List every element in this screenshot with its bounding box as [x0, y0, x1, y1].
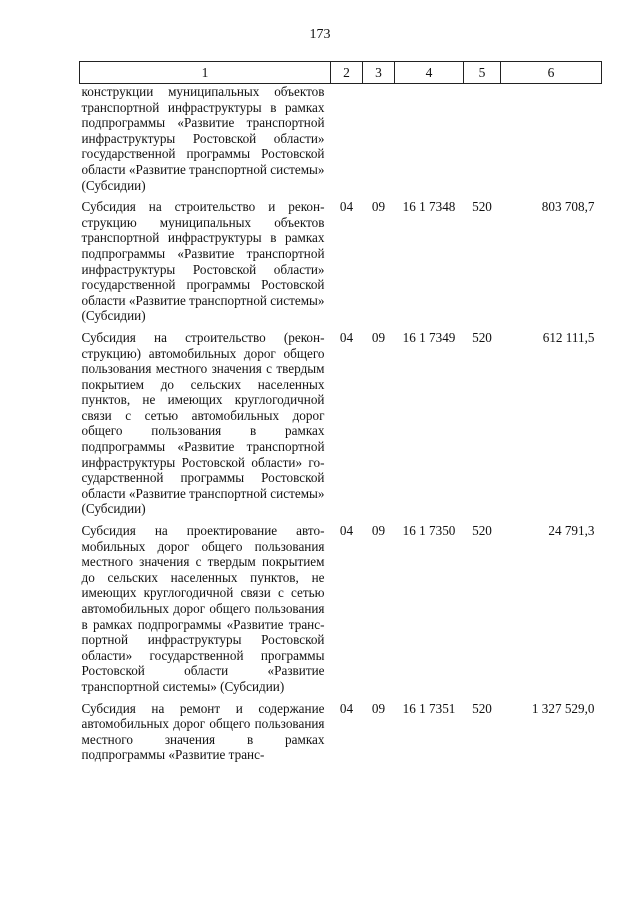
row-expense-type — [464, 84, 501, 194]
row-target-code — [395, 84, 464, 194]
row-subsection-code: 09 — [371, 199, 386, 215]
header-col-3: 3 — [363, 62, 395, 84]
row-expense-type: 520 — [472, 700, 492, 716]
row-description: Субсидия на ремонт и содержание автомобильных дорог общего пользования местного значения в рамках подпрограммы «Развитие транс- — [81, 700, 325, 763]
table-body — [80, 84, 602, 763]
row-subsection-code: 09 — [371, 700, 386, 716]
row-expense-type: 520 — [472, 523, 492, 539]
row-amount: 612 111,5 — [542, 329, 595, 345]
row-description: Субсидия на проектирование автомобильных дорог общего пользования местного значения с твердым покрытием до сельских населенных пунктов, не имеющих круглогодичной связи с сетью автомобильных дорог общего пользования в рамках подпрограммы «Развитие транспортной инфраструктуры Ростовской области» государственной программы Ростовской области «Развитие транспортной системы» (Субсидии) — [81, 523, 325, 694]
header-col-4: 4 — [395, 62, 464, 84]
row-target-code: 16 1 7350 — [402, 523, 456, 539]
row-target-code: 16 1 7348 — [402, 199, 456, 215]
row-amount — [501, 84, 602, 194]
row-expense-type: 520 — [472, 329, 492, 345]
row-amount: 24 791,3 — [548, 523, 595, 539]
table-row — [80, 517, 602, 695]
row-section-code: 04 — [339, 199, 354, 215]
budget-table — [79, 61, 602, 763]
header-col-2: 2 — [331, 62, 363, 84]
row-subsection-code: 09 — [371, 523, 386, 539]
table-header — [80, 62, 602, 84]
row-subsection-code: 09 — [371, 329, 386, 345]
row-target-code: 16 1 7351 — [402, 700, 456, 716]
header-row — [80, 62, 602, 84]
table-row — [80, 193, 602, 324]
table-row — [80, 324, 602, 517]
row-section-code: 04 — [339, 700, 354, 716]
header-col-5: 5 — [464, 62, 501, 84]
table-row — [80, 84, 602, 194]
table-row — [80, 695, 602, 763]
row-description: Субсидия на строительство (реконструкцию) автомобильных дорог общего пользования местного значения с твердым покрытием до сельских населенных пунктов, не имеющих круглогодичной связи с сетью автомобильных дорог общего пользования в рамках подпрограммы «Развитие транспортной инфраструктуры Ростовской области» государственной программы Ростовской области «Развитие транспортной системы» (Субсидии) — [81, 329, 325, 517]
row-section-code: 04 — [339, 329, 354, 345]
header-col-6: 6 — [501, 62, 602, 84]
row-amount: 1 327 529,0 — [531, 700, 595, 716]
row-subsection-code — [363, 84, 395, 194]
row-description: конструкции муниципальных объектов транспортной инфраструктуры в рамках подпрограммы «Развитие транспортной инфраструктуры Ростовской области» государственной программы Ростовской области «Развитие транспортной системы» (Субсидии) — [81, 84, 325, 193]
row-section-code — [331, 84, 363, 194]
row-section-code: 04 — [339, 523, 354, 539]
header-col-1: 1 — [80, 62, 331, 84]
page-number: 173 — [309, 27, 331, 42]
row-expense-type: 520 — [472, 199, 492, 215]
row-amount: 803 708,7 — [541, 199, 595, 215]
row-description: Субсидия на строительство и реконструкцию муниципальных объектов транспортной инфраструктуры в рамках подпрограммы «Развитие транспортной инфраструктуры Ростовской области» государственной программы Ростовской области «Развитие транспортной системы» (Субсидии) — [81, 199, 325, 324]
row-target-code: 16 1 7349 — [402, 329, 456, 345]
